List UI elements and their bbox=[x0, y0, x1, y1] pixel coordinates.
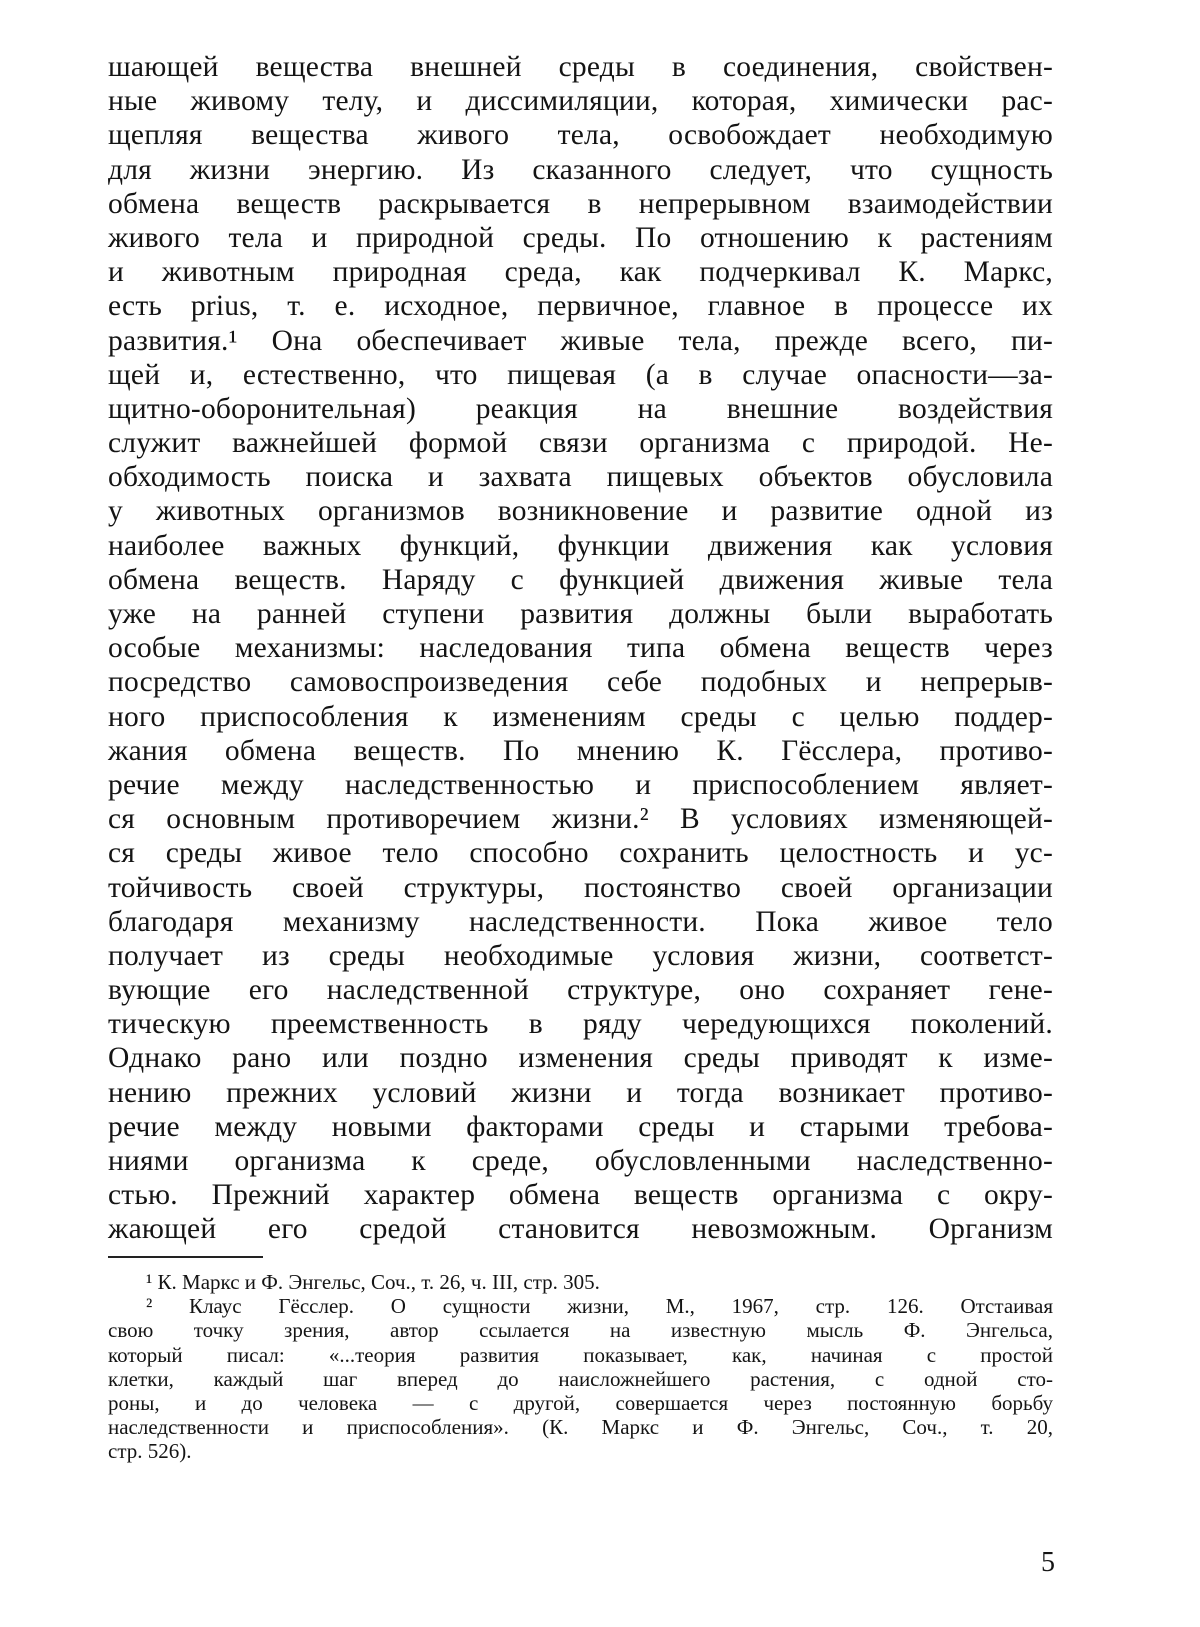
footnote-divider bbox=[108, 1256, 263, 1258]
text-line: жания обмена веществ. По мнению К. Гёсслера, противо- bbox=[108, 734, 1053, 767]
text-line: наиболее важных функций, функции движения как условия bbox=[108, 529, 1053, 562]
page-number: 5 bbox=[1041, 1547, 1055, 1578]
text-line: живого тела и природной среды. По отношению к растениям bbox=[108, 221, 1053, 254]
text-line: нению прежних условий жизни и тогда возникает противо- bbox=[108, 1076, 1053, 1109]
text-line: ся среды живое тело способно сохранить целостность и ус- bbox=[108, 837, 1053, 870]
text-line: щепляя вещества живого тела, освобождает необходимую bbox=[108, 119, 1053, 152]
text-line: для жизни энергию. Из сказанного следует, что сущность bbox=[108, 153, 1053, 186]
text-line: уже на ранней ступени развития должны были выработать bbox=[108, 598, 1053, 630]
text-line: у животных организмов возникновение и развитие одной из bbox=[108, 495, 1053, 528]
footnote-line: клетки, каждый шаг вперед до наисложнейшего растения, с одной сто- bbox=[108, 1366, 1053, 1391]
text-line: ниями организма к среде, обусловленными наследственно- bbox=[108, 1145, 1053, 1177]
text-line: и животным природная среда, как подчеркивал К. Маркс, bbox=[108, 256, 1053, 289]
footnotes bbox=[108, 1270, 1053, 1464]
text-line: шающей вещества внешней среды в соединения, свойствен- bbox=[108, 51, 1053, 83]
text-line: благодаря механизму наследственности. Пока живое тело bbox=[108, 905, 1053, 938]
footnote-line: наследственности и приспособления». (К. Маркс и Ф. Энгельс, Соч., т. 20, bbox=[108, 1415, 1053, 1440]
footnote-line: стр. 526). bbox=[108, 1439, 192, 1464]
text-line: щитно-оборонительная) реакция на внешние воздействия bbox=[108, 392, 1053, 425]
text-line: речие между новыми факторами среды и старыми требова- bbox=[108, 1110, 1053, 1143]
text-line: ного приспособления к изменениям среды с целью поддер- bbox=[108, 700, 1053, 733]
text-line: Однако рано или поздно изменения среды приводят к изме- bbox=[108, 1042, 1053, 1075]
text-line: обмена веществ. Наряду с функцией движения живые тела bbox=[108, 563, 1053, 596]
text-line: ные живому телу, и диссимиляции, которая, химически рас- bbox=[108, 85, 1053, 118]
text-line: обходимость поиска и захвата пищевых объектов обусловила bbox=[108, 461, 1053, 494]
text-line: есть prius, т. е. исходное, первичное, главное в процессе их bbox=[108, 290, 1053, 323]
text-line: ся основным противоречием жизни.² В условиях изменяющей- bbox=[108, 803, 1053, 836]
main-text bbox=[108, 50, 1053, 1247]
text-line: обмена веществ раскрывается в непрерывном взаимодействии bbox=[108, 187, 1053, 220]
footnote-line: ¹ К. Маркс и Ф. Энгельс, Соч., т. 26, ч. III, стр. 305. bbox=[146, 1270, 600, 1294]
text-line: получает из среды необходимые условия жизни, соответст- bbox=[108, 939, 1053, 972]
footnote-line: свою точку зрения, автор ссылается на известную мысль Ф. Энгельса, bbox=[108, 1318, 1053, 1343]
footnote-line: ² Клаус Гёсслер. О сущности жизни, М., 1967, стр. 126. Отстаивая bbox=[146, 1294, 1053, 1319]
text-line: речие между наследственностью и приспособлением являет- bbox=[108, 768, 1053, 801]
text-line: щей и, естественно, что пищевая (а в случае опасности—за- bbox=[108, 358, 1053, 391]
text-line: развития.¹ Она обеспечивает живые тела, прежде всего, пи- bbox=[108, 324, 1053, 357]
footnote-line: роны, и до человека — с другой, совершается через постоянную борьбу bbox=[108, 1390, 1053, 1415]
text-line: стью. Прежний характер обмена веществ организма с окру- bbox=[108, 1179, 1053, 1212]
text-line: особые механизмы: наследования типа обмена веществ через bbox=[108, 632, 1053, 665]
text-line: тическую преемственность в ряду чередующихся поколений. bbox=[108, 1008, 1053, 1041]
footnote-line: который писал: «...теория развития показывает, как, начиная с простой bbox=[108, 1342, 1053, 1367]
text-line: тойчивость своей структуры, постоянство своей организации bbox=[108, 871, 1053, 904]
text-line: служит важнейшей формой связи организма с природой. Не- bbox=[108, 427, 1053, 460]
text-line: жающей его средой становится невозможным. Организм bbox=[108, 1213, 1053, 1246]
text-line: посредство самовоспроизведения себе подобных и непрерыв- bbox=[108, 666, 1053, 699]
text-line: вующие его наследственной структуре, оно сохраняет гене- bbox=[108, 974, 1053, 1007]
